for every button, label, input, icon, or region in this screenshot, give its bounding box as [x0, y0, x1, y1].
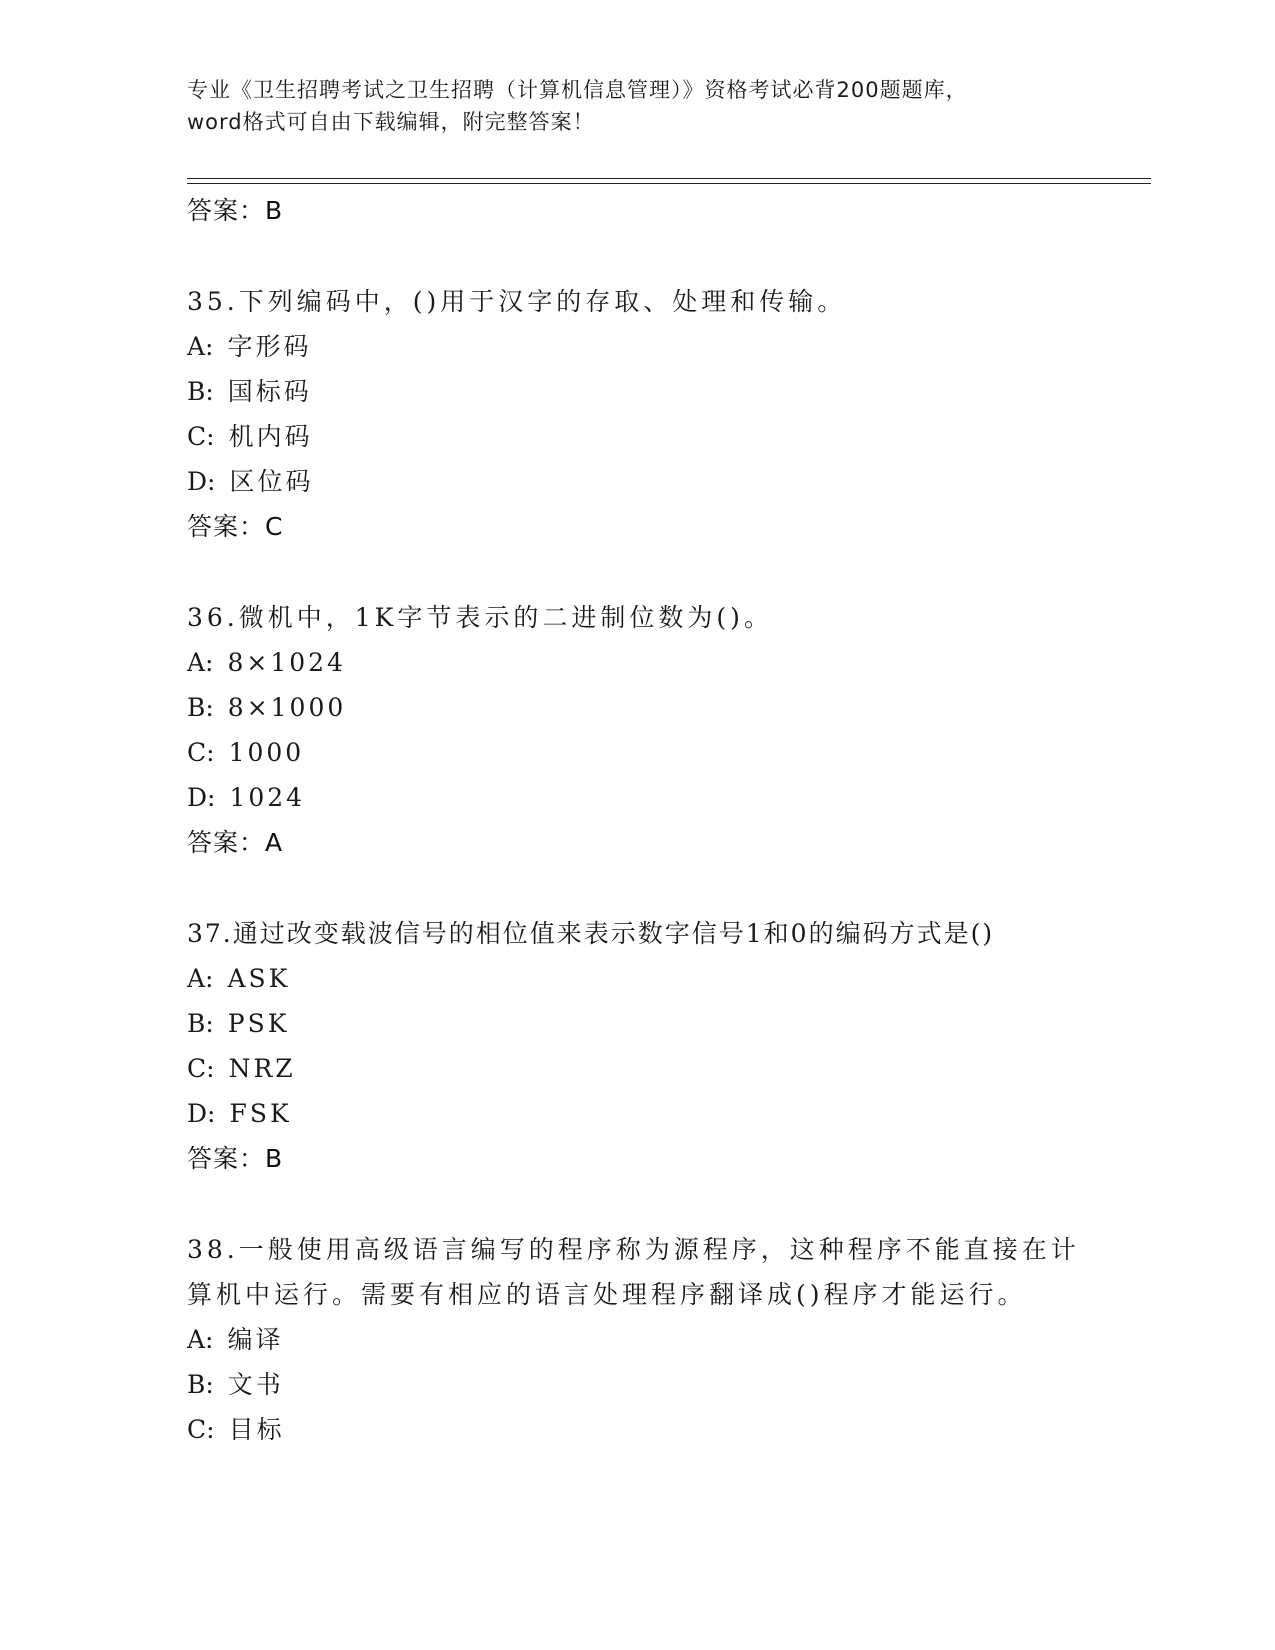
option-text: 机内码 — [228, 422, 313, 451]
option-d — [187, 459, 1087, 504]
option-text: 目标 — [228, 1415, 285, 1444]
question-text: 37.通过改变载波信号的相位值来表示数字信号1和0的编码方式是() — [187, 919, 995, 948]
option-label: B: — [187, 377, 214, 406]
option-b — [187, 369, 1087, 414]
answer-line: 答案：B — [187, 196, 284, 225]
option-text: PSK — [227, 1009, 290, 1038]
header-divider-top — [187, 178, 1151, 179]
option-label: D: — [187, 783, 216, 812]
option-text: 8×1024 — [227, 648, 346, 677]
option-c — [187, 1407, 1087, 1452]
option-label: B: — [187, 1370, 214, 1399]
option-label: C: — [187, 422, 215, 451]
question-38 — [187, 1227, 1087, 1452]
option-a — [187, 1317, 1087, 1362]
option-c — [187, 1046, 1087, 1091]
option-c — [187, 730, 1087, 775]
answer-line: 答案：C — [187, 512, 284, 541]
option-b — [187, 1362, 1087, 1407]
option-text: 1024 — [229, 783, 306, 812]
option-text: 1000 — [228, 738, 305, 767]
option-text: 字形码 — [227, 332, 312, 361]
option-c — [187, 414, 1087, 459]
header-line-1: 专业《卫生招聘考试之卫生招聘（计算机信息管理）》资格考试必背200题题库， — [187, 78, 968, 102]
option-text: ASK — [227, 964, 291, 993]
option-label: C: — [187, 1054, 215, 1083]
answer-line: 答案：B — [187, 1144, 284, 1173]
option-label: A: — [187, 964, 214, 993]
option-label: C: — [187, 738, 215, 767]
option-text: 8×1000 — [227, 693, 347, 722]
option-label: C: — [187, 1415, 215, 1444]
option-text: 区位码 — [229, 467, 314, 496]
option-label: D: — [187, 467, 216, 496]
option-b — [187, 1001, 1087, 1046]
option-d — [187, 775, 1087, 820]
option-label: A: — [187, 332, 214, 361]
option-label: B: — [187, 693, 214, 722]
option-d — [187, 1091, 1087, 1136]
option-label: B: — [187, 1009, 214, 1038]
option-a — [187, 956, 1087, 1001]
option-text: NRZ — [228, 1054, 296, 1083]
document-header — [187, 74, 1087, 138]
option-label: D: — [187, 1099, 216, 1128]
option-text: 文书 — [227, 1370, 284, 1399]
question-35 — [187, 279, 1087, 549]
option-a — [187, 324, 1087, 369]
question-37 — [187, 911, 1087, 1181]
question-list — [187, 188, 1087, 1452]
question-text: 35.下列编码中，()用于汉字的存取、处理和传输。 — [187, 287, 847, 316]
option-label: A: — [187, 648, 214, 677]
answer-line: 答案：A — [187, 828, 284, 857]
header-divider-bottom — [187, 183, 1151, 184]
option-text: FSK — [229, 1099, 292, 1128]
question-36 — [187, 595, 1087, 865]
option-text: 国标码 — [227, 377, 312, 406]
option-a — [187, 640, 1087, 685]
option-label: A: — [187, 1325, 214, 1354]
question-text: 38.一般使用高级语言编写的程序称为源程序，这种程序不能直接在计算机中运行。需要有相应的语言处理程序翻译成()程序才能运行。 — [187, 1235, 1080, 1309]
option-text: 编译 — [227, 1325, 284, 1354]
question-text: 36.微机中，1K字节表示的二进制位数为()。 — [187, 603, 773, 632]
option-b — [187, 685, 1087, 730]
header-line-2: word格式可自由下载编辑，附完整答案！ — [187, 110, 595, 134]
